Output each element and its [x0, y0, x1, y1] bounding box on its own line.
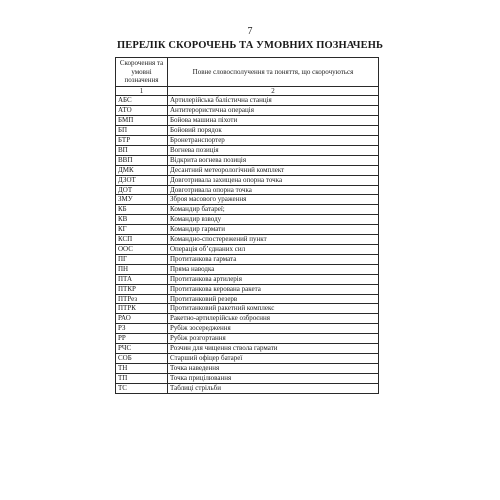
- header-abbreviation: Скорочення та умовні позначення: [116, 58, 168, 87]
- abbreviation-cell: ООС: [116, 245, 168, 255]
- column-number: 1: [116, 86, 168, 96]
- table-row: [116, 284, 379, 294]
- abbreviation-cell: КБ: [116, 205, 168, 215]
- full-phrase-cell: Довготривала захищена опорна точка: [168, 175, 379, 185]
- abbreviation-cell: ДЗОТ: [116, 175, 168, 185]
- table-row: [116, 363, 379, 373]
- abbreviation-cell: ПТРК: [116, 304, 168, 314]
- abbreviation-cell: АБС: [116, 96, 168, 106]
- table-row: [116, 334, 379, 344]
- table-row: [116, 175, 379, 185]
- table-row: [116, 136, 379, 146]
- abbreviation-cell: ТН: [116, 363, 168, 373]
- table-row: [116, 215, 379, 225]
- table-row: [116, 106, 379, 116]
- column-number: 2: [168, 86, 379, 96]
- abbreviation-cell: РЗ: [116, 324, 168, 334]
- full-phrase-cell: Вогнева позиція: [168, 145, 379, 155]
- full-phrase-cell: Десантний метеорологічний комплект: [168, 165, 379, 175]
- page-title: ПЕРЕЛІК СКОРОЧЕНЬ ТА УМОВНИХ ПОЗНАЧЕНЬ: [116, 40, 384, 51]
- full-phrase-cell: Зброя масового ураження: [168, 195, 379, 205]
- abbreviation-cell: РАО: [116, 314, 168, 324]
- full-phrase-cell: Бойовий порядок: [168, 126, 379, 136]
- abbreviation-cell: ДМК: [116, 165, 168, 175]
- abbreviation-cell: РЧС: [116, 344, 168, 354]
- table-row: [116, 96, 379, 106]
- table-row: [116, 294, 379, 304]
- table-row: [116, 324, 379, 334]
- abbreviation-cell: КВ: [116, 215, 168, 225]
- table-row: [116, 155, 379, 165]
- full-phrase-cell: Командно-спостережений пункт: [168, 235, 379, 245]
- abbreviation-cell: ВП: [116, 145, 168, 155]
- table-row: [116, 274, 379, 284]
- abbreviation-cell: ПН: [116, 264, 168, 274]
- full-phrase-cell: Бронетранспортер: [168, 136, 379, 146]
- table-row: [116, 235, 379, 245]
- abbreviation-cell: БП: [116, 126, 168, 136]
- header-full-phrase: Повне словосполучення та поняття, що скорочуються: [168, 58, 379, 87]
- full-phrase-cell: Протитанковий резерв: [168, 294, 379, 304]
- abbreviation-cell: БТР: [116, 136, 168, 146]
- table-row: [116, 353, 379, 363]
- table-row: [116, 185, 379, 195]
- abbreviation-cell: ТП: [116, 373, 168, 383]
- full-phrase-cell: Протитанковий ракетний комплекс: [168, 304, 379, 314]
- table-header-row: [116, 58, 379, 87]
- full-phrase-cell: Старший офіцер батареї: [168, 353, 379, 363]
- abbreviation-cell: ПТРез: [116, 294, 168, 304]
- full-phrase-cell: Командир батареї;: [168, 205, 379, 215]
- full-phrase-cell: Протитанкова керована ракета: [168, 284, 379, 294]
- table-row: [116, 195, 379, 205]
- full-phrase-cell: Точка наведення: [168, 363, 379, 373]
- full-phrase-cell: Рубіж розгортання: [168, 334, 379, 344]
- full-phrase-cell: Довготривала опорна точка: [168, 185, 379, 195]
- abbreviation-cell: ПТА: [116, 274, 168, 284]
- full-phrase-cell: Рубіж зосередження: [168, 324, 379, 334]
- full-phrase-cell: Розчин для чищення ствола гармати: [168, 344, 379, 354]
- abbreviation-cell: ВВП: [116, 155, 168, 165]
- full-phrase-cell: Командир гармати: [168, 225, 379, 235]
- abbreviation-cell: ТС: [116, 383, 168, 393]
- column-number-row: [116, 86, 379, 96]
- abbreviation-cell: ПТКР: [116, 284, 168, 294]
- abbreviation-cell: СОБ: [116, 353, 168, 363]
- full-phrase-cell: Пряма наводка: [168, 264, 379, 274]
- full-phrase-cell: Точка прицілювання: [168, 373, 379, 383]
- full-phrase-cell: Протитанкова артилерія: [168, 274, 379, 284]
- table-row: [116, 145, 379, 155]
- table-row: [116, 116, 379, 126]
- table-row: [116, 373, 379, 383]
- table-row: [116, 264, 379, 274]
- table-row: [116, 383, 379, 393]
- full-phrase-cell: Відкрита вогнева позиція: [168, 155, 379, 165]
- abbreviations-table: [115, 57, 379, 394]
- abbreviation-cell: АТО: [116, 106, 168, 116]
- table-row: [116, 314, 379, 324]
- full-phrase-cell: Бойова машина піхоти: [168, 116, 379, 126]
- full-phrase-cell: Таблиці стрільби: [168, 383, 379, 393]
- table-row: [116, 165, 379, 175]
- full-phrase-cell: Ракетно-артилерійське озброєння: [168, 314, 379, 324]
- abbreviation-cell: КСП: [116, 235, 168, 245]
- abbreviation-cell: РР: [116, 334, 168, 344]
- page-number: 7: [247, 26, 253, 37]
- abbreviation-cell: ПГ: [116, 254, 168, 264]
- table-row: [116, 126, 379, 136]
- table-row: [116, 254, 379, 264]
- full-phrase-cell: Артилерійська балістична станція: [168, 96, 379, 106]
- full-phrase-cell: Протитанкова гармата: [168, 254, 379, 264]
- full-phrase-cell: Командир взводу: [168, 215, 379, 225]
- table-row: [116, 205, 379, 215]
- full-phrase-cell: Антитерористична операція: [168, 106, 379, 116]
- table-row: [116, 344, 379, 354]
- full-phrase-cell: Операція об’єднаних сил: [168, 245, 379, 255]
- table-row: [116, 304, 379, 314]
- abbreviation-cell: КГ: [116, 225, 168, 235]
- table-row: [116, 245, 379, 255]
- abbreviation-cell: ЗМУ: [116, 195, 168, 205]
- abbreviation-cell: ДОТ: [116, 185, 168, 195]
- table-row: [116, 225, 379, 235]
- abbreviation-cell: БМП: [116, 116, 168, 126]
